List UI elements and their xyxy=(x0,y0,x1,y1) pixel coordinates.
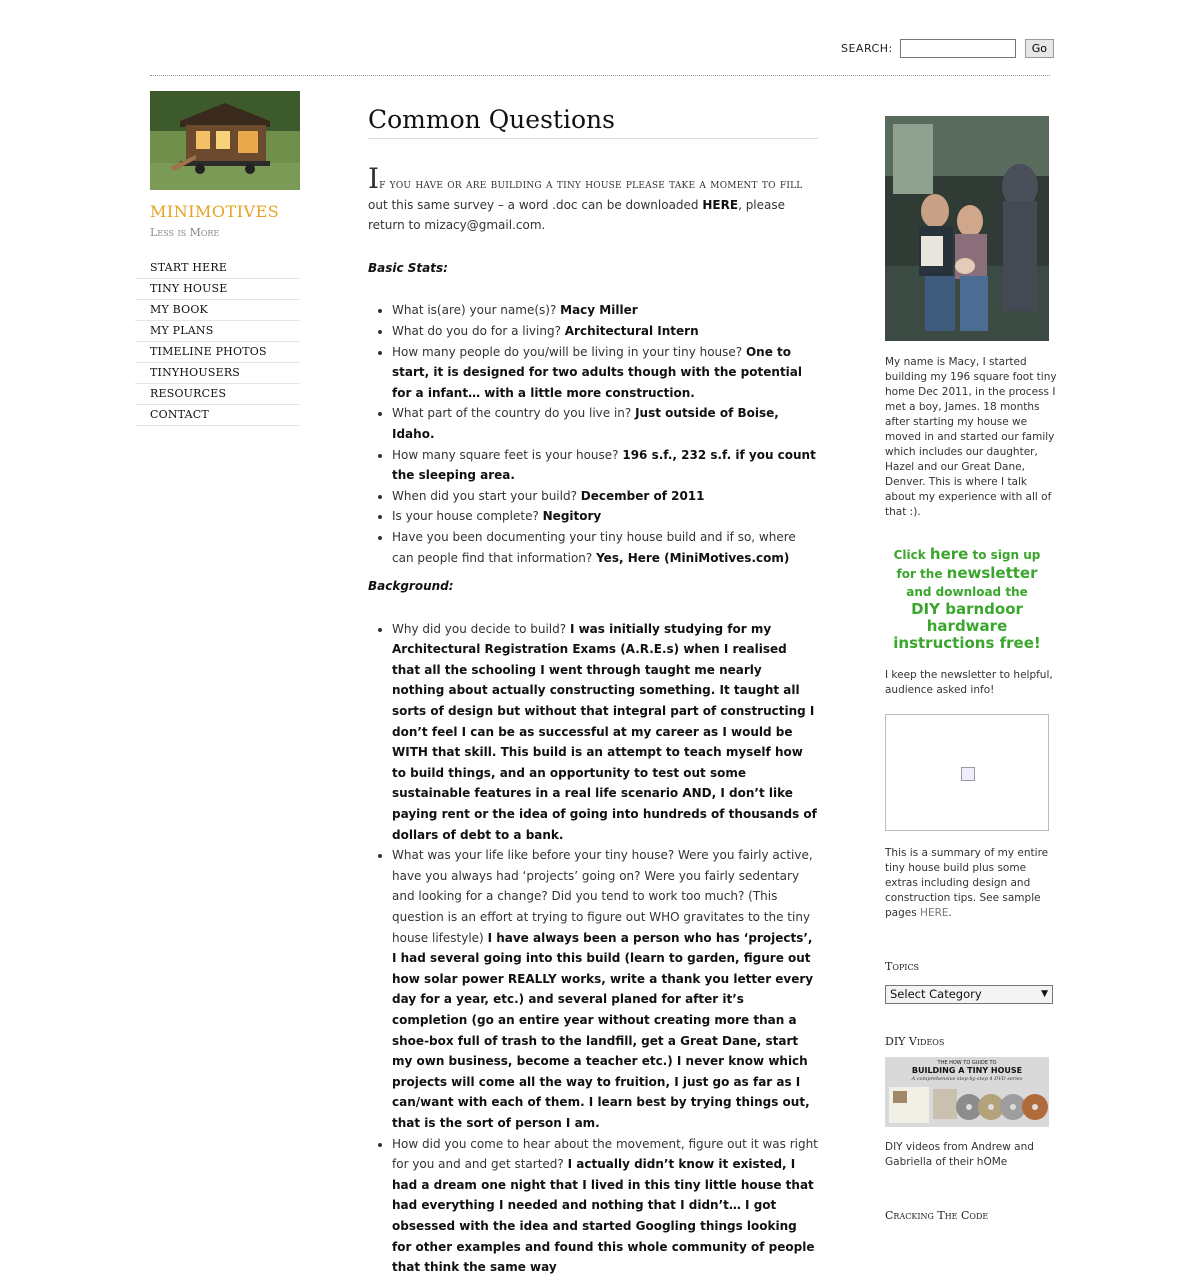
basic-stats-list xyxy=(368,300,818,568)
summary-end: . xyxy=(948,907,952,919)
drop-cap: I xyxy=(368,162,380,195)
question: When did you start your build? xyxy=(392,488,581,503)
promo-link[interactable]: here xyxy=(929,545,969,563)
promo-text: instructions free! xyxy=(893,634,1041,652)
summary-text: This is a summary of my entire tiny house build plus some extras including design and construction tips. See sample pages xyxy=(885,847,1049,919)
page-title: Common Questions xyxy=(368,104,818,139)
question: How many square feet is your house? xyxy=(392,447,623,462)
nav-link[interactable]: RESOURCES xyxy=(150,387,227,400)
nav-link[interactable]: TINYHOUSERS xyxy=(150,366,241,379)
book-summary xyxy=(885,846,1060,921)
dvd-text-1: THE HOW TO GUIDE TO xyxy=(937,1060,997,1066)
diy-videos-title: DIY Videos xyxy=(885,1035,945,1048)
newsletter-note: I keep the newsletter to helpful, audience asked info! xyxy=(885,669,1053,696)
category-select[interactable] xyxy=(885,985,1053,1004)
dvd-text-2: BUILDING A TINY HOUSE xyxy=(911,1066,1023,1075)
intro-paragraph xyxy=(368,162,818,236)
search-form xyxy=(841,39,1054,58)
list-item xyxy=(392,486,818,507)
main-content xyxy=(368,104,818,1278)
basic-stats-heading: Basic Stats: xyxy=(368,260,448,275)
promo-text: to sign up xyxy=(968,548,1041,562)
question: What was your life like before your tiny house? Were you fairly active, have you always had ‘projects’ going on? Were you fairly sedentary and looking for a change? Did you tend to work too much? (This question is an effort at trying to figure out WHO gravitates to the tiny house lifestyle) xyxy=(392,848,813,945)
list-item xyxy=(392,403,818,444)
search-label: SEARCH: xyxy=(841,42,893,55)
nav-link[interactable]: TIMELINE PHOTOS xyxy=(150,345,267,358)
list-item xyxy=(392,300,818,321)
nav-item-contact[interactable] xyxy=(135,405,300,426)
answer: I have always been a person who has ‘projects’, I had several going into this build (learn to garden, figure out how solar power REALLY works, write a thank you letter every day for a year, etc.) and several planed for after it’s completion (go an entire year without creating more than a shoe-box full of trash to the landfill, get a Great Dane, start my own business, become a teacher etc.) I never know which projects will come all the way to fruition, I just go as far as I can/want with each of them. I learn best by trying things out, that is the sort of person I am. xyxy=(392,930,814,1130)
nav-link[interactable]: START HERE xyxy=(150,261,228,274)
category-select-value: Select Category xyxy=(890,987,982,1001)
nav-item-tinyhousers[interactable] xyxy=(135,363,300,384)
background-list xyxy=(368,619,818,1278)
answer[interactable]: Yes, Here (MiniMotives.com) xyxy=(596,550,790,565)
answer: Negitory xyxy=(542,509,602,524)
cracking-the-code-title: Cracking The Code xyxy=(885,1209,989,1222)
answer: Just outside of Boise, Idaho. xyxy=(392,406,779,441)
header-divider xyxy=(150,75,1050,76)
nav-item-timeline-photos[interactable] xyxy=(135,342,300,363)
about-text: My name is Macy, I started building my 196 square foot tiny home Dec 2011, in the process I met a boy, James. 18 months after starting my house we moved in and started our family which includes our daughter, Hazel and our Great Dane, Denver. This is where I talk about my experience with all of that :). xyxy=(885,356,1057,518)
dvd-text-3: A comprehensive step-by-step 4 DVD series xyxy=(911,1076,1023,1082)
nav-item-resources[interactable] xyxy=(135,384,300,405)
broken-image-icon xyxy=(961,767,975,781)
list-item xyxy=(392,619,818,846)
question: Have you been documenting your tiny house build and if so, where can people find that information? xyxy=(392,529,796,565)
list-item xyxy=(392,342,818,404)
nav-link[interactable]: MY BOOK xyxy=(150,303,208,316)
sample-pages-link[interactable]: HERE xyxy=(920,907,949,919)
answer: I actually didn’t know it existed, I had a dream one night that I lived in this tiny little house that had everything I needed and nothing that I didn’t… I got obsessed with the idea and started Googling things looking for other examples and found this whole community of people that think the same way xyxy=(392,1157,815,1275)
promo-text: and download the xyxy=(906,585,1028,599)
nav-link[interactable]: TINY HOUSE xyxy=(150,282,228,295)
answer: 196 s.f., 232 s.f. if you count the sleeping area. xyxy=(392,447,816,483)
list-item xyxy=(392,321,818,342)
nav-link[interactable]: MY PLANS xyxy=(150,324,214,337)
newsletter-signup-banner[interactable] xyxy=(885,546,1049,652)
tiny-house-logo-image[interactable] xyxy=(150,91,300,190)
question: What part of the country do you live in? xyxy=(392,406,636,421)
question: What do you do for a living? xyxy=(392,323,565,338)
promo-text: DIY barndoor hardware xyxy=(911,600,1023,635)
intro-text-end: , please return to mizacy@gmail.com. xyxy=(368,197,786,233)
survey-download-link[interactable]: HERE xyxy=(702,197,739,212)
nav-item-start-here[interactable] xyxy=(135,258,300,279)
answer: Macy Miller xyxy=(560,303,638,318)
background-heading: Background: xyxy=(368,579,454,594)
promo-text: newsletter xyxy=(946,564,1038,582)
nav-link[interactable]: CONTACT xyxy=(150,408,209,421)
site-title[interactable]: MINIMOTIVES xyxy=(150,202,280,221)
nav-item-tiny-house[interactable] xyxy=(135,279,300,300)
book-image-placeholder[interactable] xyxy=(885,714,1049,831)
question: How did you come to hear about the movement, figure out it was right for you and and get started? xyxy=(392,1136,818,1172)
question: Why did you decide to build? xyxy=(392,621,570,636)
list-item xyxy=(392,845,818,1133)
list-item xyxy=(392,527,818,568)
question: Is your house complete? xyxy=(392,509,543,524)
topics-title: Topics xyxy=(885,960,920,973)
answer: One to start, it is designed for two adults though with the potential for a infant… with a little more construction. xyxy=(392,344,802,400)
family-photo xyxy=(885,116,1049,341)
nav-item-my-plans[interactable] xyxy=(135,321,300,342)
site-tagline: Less is More xyxy=(150,226,220,239)
nav-item-my-book[interactable] xyxy=(135,300,300,321)
list-item xyxy=(392,445,818,486)
search-input[interactable] xyxy=(900,39,1016,58)
chevron-down-icon: ▼ xyxy=(1041,989,1048,999)
list-item xyxy=(392,1134,818,1278)
diy-videos-caption: DIY videos from Andrew and Gabriella of their hOMe xyxy=(885,1141,1034,1168)
dvd-banner-image[interactable] xyxy=(885,1057,1049,1127)
question: How many people do you/will be living in your tiny house? xyxy=(392,344,746,359)
question: What is(are) your name(s)? xyxy=(392,303,561,318)
main-nav xyxy=(135,258,300,426)
list-item xyxy=(392,506,818,527)
promo-text: for the xyxy=(896,567,947,581)
intro-smallcaps: f you have or are building a tiny house please take a moment to fill xyxy=(379,176,803,191)
intro-text: out this same survey – a word .doc can be downloaded xyxy=(368,197,703,212)
right-sidebar xyxy=(885,116,1060,1223)
search-go-button[interactable]: Go xyxy=(1025,39,1054,58)
answer: December of 2011 xyxy=(580,488,705,503)
promo-text: Click xyxy=(893,548,930,562)
answer: Architectural Intern xyxy=(564,323,699,338)
answer: I was initially studying for my Architectural Registration Exams (A.R.E.s) when I realised that all the schooling I went through taught me nearly nothing about actually constructing something. It taught all sorts of design but without that integral part of constructing I don’t feel I can be as successful at my career as I would be WITH that skill. This build is an attempt to teach myself how to build things, and an opportunity to test out some sustainable features in a real life scenario AND, I don’t like paying rent or the idea of going into hundreds of thousands of dollars of debt to a bank. xyxy=(392,621,817,842)
